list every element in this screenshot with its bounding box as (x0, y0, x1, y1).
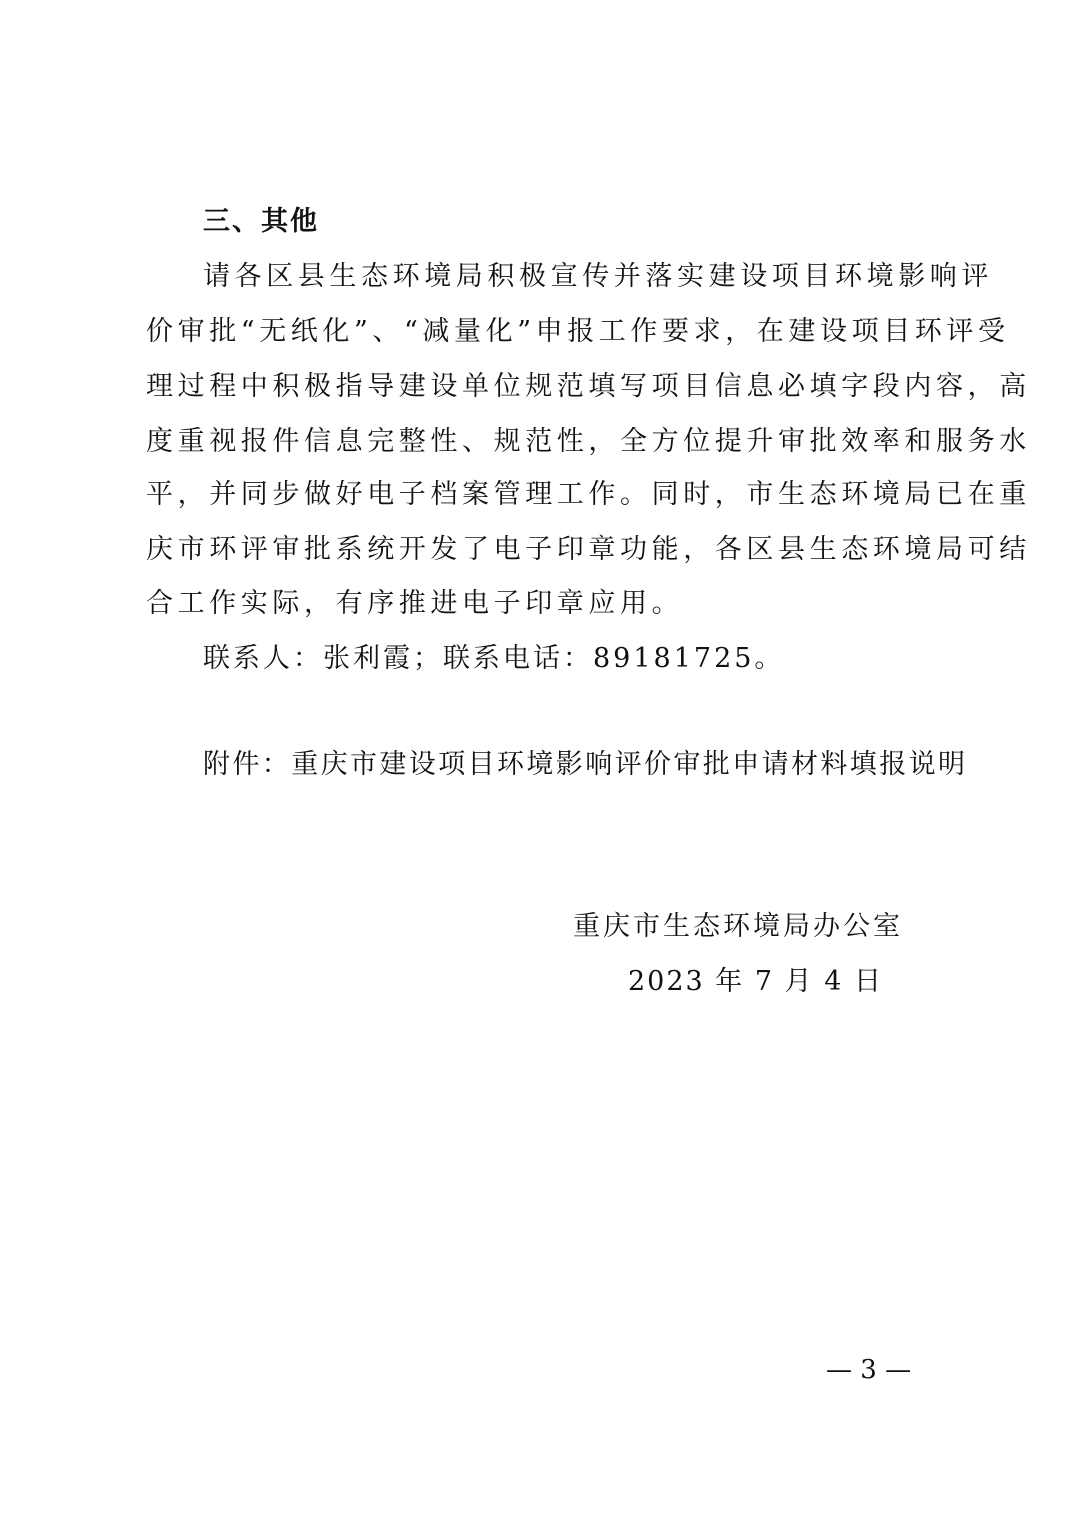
issuing-organization: 重庆市生态环境局办公室 (573, 911, 903, 942)
body-line-3: 理过程中积极指导建设单位规范填写项目信息必填字段内容，高 (146, 371, 1031, 402)
issue-date: 2023 年 7 月 4 日 (628, 966, 883, 997)
body-line-4: 度重视报件信息完整性、规范性，全方位提升审批效率和服务水 (146, 426, 1031, 457)
body-line-2: 价审批“无纸化”、“减量化”申报工作要求，在建设项目环评受 (146, 316, 1010, 347)
contact-line: 联系人：张利霞；联系电话：89181725。 (203, 643, 785, 674)
body-line-5: 平，并同步做好电子档案管理工作。同时，市生态环境局已在重 (146, 479, 1031, 510)
section-heading: 三、其他 (203, 206, 319, 237)
page-number: — 3 — (826, 1355, 912, 1385)
attachment-line: 附件：重庆市建设项目环境影响评价审批申请材料填报说明 (203, 749, 968, 780)
body-line-6: 庆市环评审批系统开发了电子印章功能，各区县生态环境局可结 (146, 534, 1031, 565)
body-line-7: 合工作实际，有序推进电子印章应用。 (146, 588, 684, 619)
body-line-1: 请各区县生态环境局积极宣传并落实建设项目环境影响评 (203, 261, 993, 292)
